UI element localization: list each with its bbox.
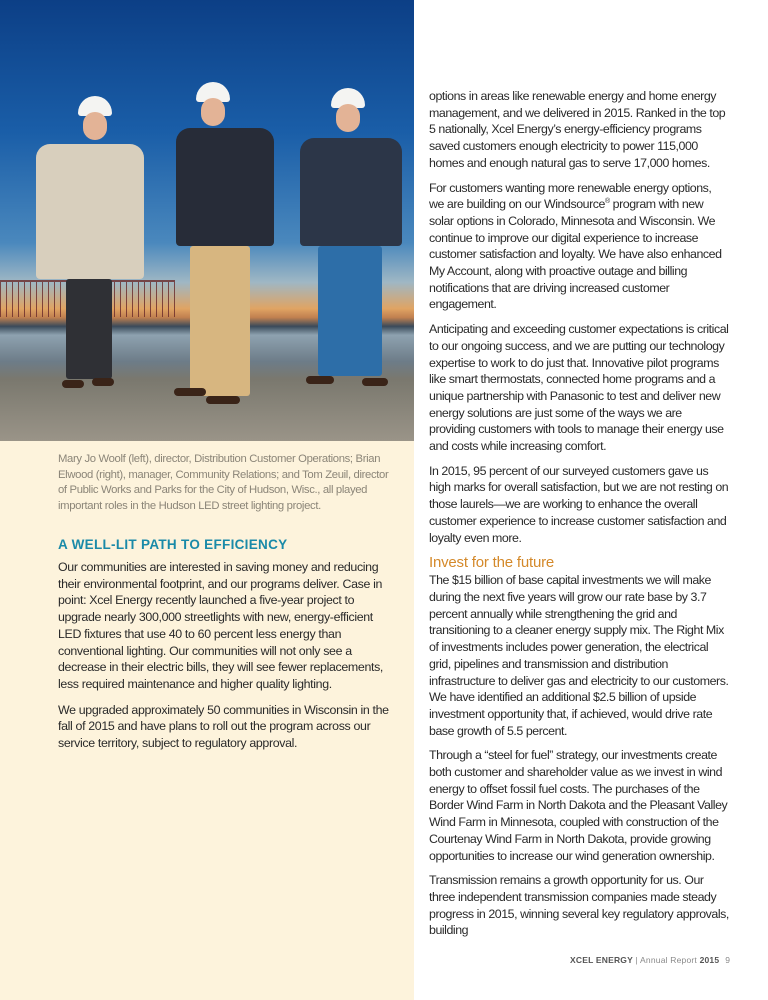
footer-brand: XCEL ENERGY bbox=[570, 955, 633, 965]
person-left bbox=[36, 96, 146, 406]
person-right bbox=[300, 88, 404, 398]
paragraph-steel-for-fuel: Through a “steel for fuel” strategy, our investments create both customer and shareholder value as we invest in wind energy to offset fossil fuel costs. The purchases of the Border Wind Farm in North Dakota and the Pleasant Valley Wind Farm in Minnesota, coupled with construction of the Courtenay Wind Farm in North Dakota, provide growing opportunities to increase our wind generation ownership. bbox=[429, 748, 728, 863]
footer-year: 2015 bbox=[699, 955, 720, 965]
person-center bbox=[176, 82, 276, 417]
section-heading: A WELL-LIT PATH TO EFFICIENCY bbox=[58, 537, 288, 552]
windsource-text-b: program with new solar options in Colorado, Minnesota and Wisconsin. We continue to improve our digital experience to increase customer satisfaction and loyalty. We have also enhanced My Account, along with proactive outage and billing notifications that are driving increased customer engagement. bbox=[429, 197, 722, 312]
footer-separator: | bbox=[632, 955, 641, 965]
paragraph-customer-expectations: Anticipating and exceeding customer expectations is critical to our ongoing success, and we are putting our technology expertise to work to do just that. Innovative pilot programs like smart thermostats, connected home programs and a unique partnership with Panasonic to test and deliver new energy solutions are just some of the ways we are providing customers with tools to manage their energy use and costs while increasing comfort. bbox=[429, 322, 729, 454]
page-footer bbox=[570, 955, 730, 965]
paragraph-capital-investments: The $15 billion of base capital investments we will make during the next five years will grow our rate base by 3.7 percent annually while strengthening the grid and transitioning to a cleaner energy supply mix. The Right Mix of investments includes power generation, the electrical grid, pipelines and transmission and distribution infrastructure to deliver gas and electricity to our customers. We have identified an additional $2.5 billion of upside investment opportunity that, if achieved, would drive rate base growth of 5.5 percent. bbox=[429, 573, 729, 738]
paragraph-satisfaction: In 2015, 95 percent of our surveyed customers gave us high marks for overall satisfaction, but we are not resting on those laurels—we are working to enhance the overall customer experience to increase customer satisfaction and loyalty even more. bbox=[429, 463, 729, 545]
windsource-text-a: For customers wanting more renewable energy options, we are building on our Windsource bbox=[429, 180, 712, 212]
left-paragraph: We upgraded approximately 50 communities in Wisconsin in the fall of 2015 and have plans to roll out the program across our service territory, subject to regulatory approval. bbox=[58, 702, 389, 751]
footer-report: Annual Report bbox=[640, 955, 700, 965]
registered-mark: ® bbox=[604, 198, 610, 206]
photo-three-people-hardhats bbox=[0, 0, 414, 441]
paragraph-windsource bbox=[429, 180, 729, 314]
subheading-invest: Invest for the future bbox=[429, 554, 555, 572]
page-number: 9 bbox=[725, 955, 731, 965]
photo-caption: Mary Jo Woolf (left), director, Distribution Customer Operations; Brian Elwood (right), manager, Community Relations; and Tom Zeuil, director of Public Works and Parks for the City of Hudson, Wisc., all played important roles in the Hudson LED street lighting project. bbox=[58, 453, 389, 512]
paragraph-energy-efficiency: options in areas like renewable energy and home energy management, and we delivered in 2015. Ranked in the top 5 nationally, Xcel Energy’s energy-efficiency programs saved customers enough electricity to power 115,000 homes and enough natural gas to serve 17,000 homes. bbox=[429, 89, 726, 170]
paragraph-transmission: Transmission remains a growth opportunity for us. Our three independent transmission companies made steady progress in 2015, winning several key regulatory approvals, building bbox=[429, 873, 729, 938]
left-paragraph: Our communities are interested in saving money and reducing their environmental footprint, and our programs deliver. Case in point: Xcel Energy recently launched a five-year project to upgrade nearly 300,000 streetlights with new, energy-efficient LED fixtures that use 40 to 60 percent less energy than conventional lighting. Our communities will not only see a decrease in their electric bills, they will see fewer replacements, less required maintenance and higher quality lighting. bbox=[58, 560, 384, 691]
left-text-block bbox=[58, 452, 394, 761]
right-column bbox=[429, 88, 729, 947]
